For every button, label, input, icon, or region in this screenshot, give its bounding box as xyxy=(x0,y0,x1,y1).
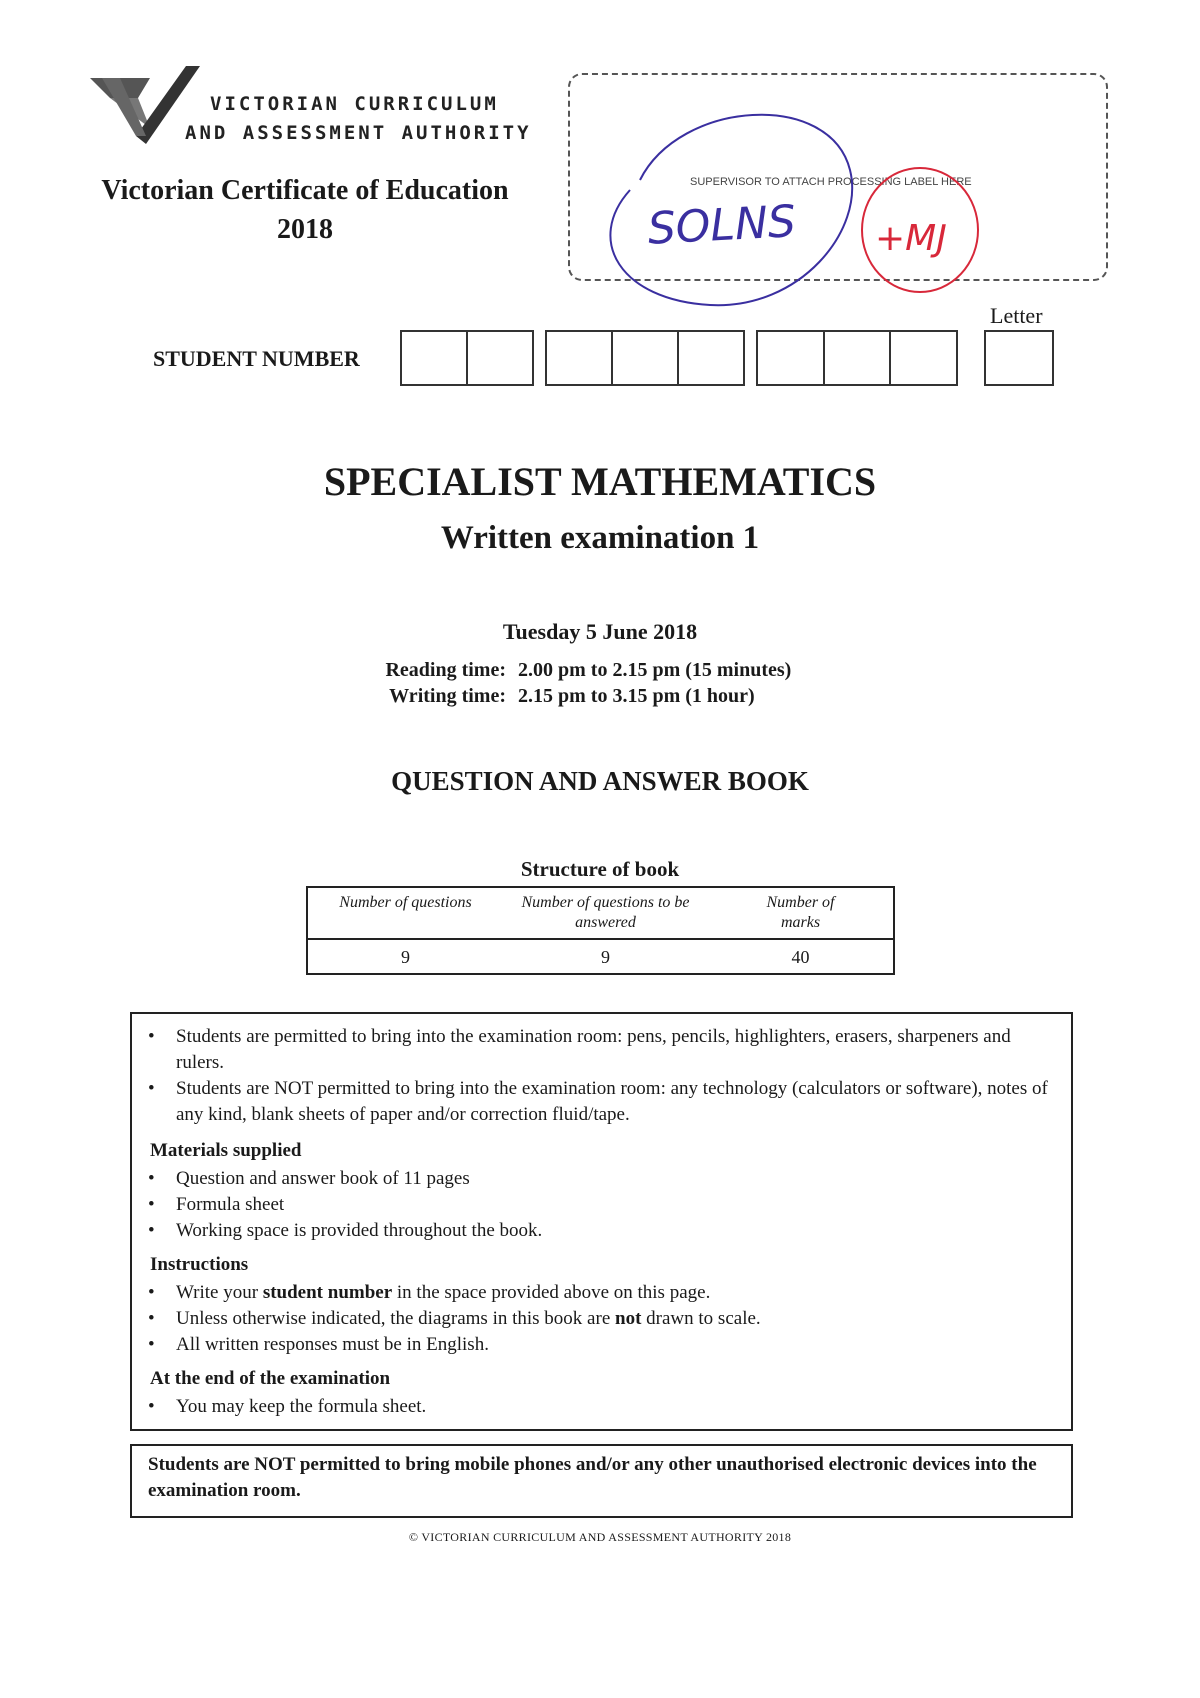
instruction-diagrams xyxy=(176,1306,1056,1332)
bullet: • xyxy=(148,1194,155,1215)
student-number-group-1 xyxy=(400,330,534,386)
reading-time-value: 2.00 pm to 2.15 pm (15 minutes) xyxy=(518,659,792,681)
header-number-of-questions: Number of questions xyxy=(339,894,472,911)
student-number-group-2 xyxy=(545,330,745,386)
header-questions-to-answer: Number of questions to be answered xyxy=(521,894,690,931)
student-number-label: STUDENT NUMBER xyxy=(153,346,360,371)
letter-label: Letter xyxy=(990,303,1043,328)
bullet: • xyxy=(148,1308,155,1329)
student-number-digit-box[interactable] xyxy=(679,332,743,384)
instruction-english: All written responses must be in English. xyxy=(176,1334,489,1355)
bullet: • xyxy=(148,1282,155,1303)
logo-text-line1: VICTORIAN CURRICULUM xyxy=(210,93,499,115)
instr-1-post: in the space provided above on this page. xyxy=(392,1282,711,1303)
bullet: • xyxy=(148,1026,155,1047)
not-permitted-items-text: Students are NOT permitted to bring into the examination room: any technology (calculators or software), notes of any kind, blank sheets of paper and/or correction fluid/tape. xyxy=(176,1078,1048,1125)
instr-2-pre: Unless otherwise indicated, the diagrams in this book are xyxy=(176,1308,616,1329)
student-number-group-3 xyxy=(756,330,958,386)
book-heading: QUESTION AND ANSWER BOOK xyxy=(391,766,809,796)
instr-2-post: drawn to scale. xyxy=(641,1308,761,1329)
handwritten-note-solns: SOLNS xyxy=(646,196,797,255)
exam-title: Written examination 1 xyxy=(440,520,760,556)
end-of-exam-heading: At the end of the examination xyxy=(150,1368,391,1389)
instructions-heading: Instructions xyxy=(150,1254,249,1275)
reading-time-label: Reading time: xyxy=(385,659,506,681)
instr-1-pre: Write your xyxy=(176,1282,263,1303)
student-number-digit-box[interactable] xyxy=(547,332,613,384)
bullet: • xyxy=(148,1220,155,1241)
bullet: • xyxy=(148,1334,155,1355)
subject-title: SPECIALIST MATHEMATICS xyxy=(323,459,877,504)
student-letter-cell[interactable] xyxy=(986,332,1052,384)
handwritten-annotations xyxy=(600,110,1010,330)
copyright-notice: © VICTORIAN CURRICULUM AND ASSESSMENT AUTHORITY 2018 xyxy=(408,1530,792,1544)
bullet: • xyxy=(148,1396,155,1417)
materials-heading: Materials supplied xyxy=(150,1140,302,1161)
exam-date: Tuesday 5 June 2018 xyxy=(502,619,698,644)
structure-table-row xyxy=(308,940,893,975)
materials-item: Question and answer book of 11 pages xyxy=(176,1168,470,1189)
student-letter-box xyxy=(984,330,1054,386)
certificate-title: Victorian Certificate of Education xyxy=(101,175,509,206)
certificate-year: 2018 xyxy=(277,214,333,245)
processing-label-instruction: SUPERVISOR TO ATTACH PROCESSING LABEL HERE xyxy=(690,176,972,188)
handwritten-note-initials: +MJ xyxy=(875,218,947,259)
student-number-digit-box[interactable] xyxy=(891,332,956,384)
instruction-student-number xyxy=(176,1280,1056,1306)
bullet: • xyxy=(148,1078,155,1099)
student-number-digit-box[interactable] xyxy=(468,332,532,384)
value-number-of-marks: 40 xyxy=(791,947,810,967)
permitted-items-text: Students are permitted to bring into the examination room: pens, pencils, highlighters, erasers, sharpeners and rulers. xyxy=(176,1026,1011,1073)
warning-text: Students are NOT permitted to bring mobile phones and/or any other unauthorised electronic devices into the examination room. xyxy=(148,1454,1037,1501)
materials-item: Working space is provided throughout the book. xyxy=(176,1220,543,1241)
instr-1-bold: student number xyxy=(262,1282,393,1303)
student-number-digit-box[interactable] xyxy=(402,332,468,384)
writing-time-value: 2.15 pm to 3.15 pm (1 hour) xyxy=(518,685,755,707)
instr-2-bold: not xyxy=(615,1308,642,1329)
value-number-of-questions: 9 xyxy=(401,947,410,967)
end-of-exam-item: You may keep the formula sheet. xyxy=(176,1396,427,1417)
student-number-digit-box[interactable] xyxy=(825,332,892,384)
materials-item: Formula sheet xyxy=(176,1194,285,1215)
structure-table xyxy=(306,886,895,975)
logo-text-line2: AND ASSESSMENT AUTHORITY xyxy=(185,122,532,144)
header-number-of-marks: Number of marks xyxy=(766,894,835,931)
writing-time-label: Writing time: xyxy=(389,685,506,707)
structure-caption: Structure of book xyxy=(520,857,680,881)
student-number-digit-box[interactable] xyxy=(613,332,679,384)
structure-table-header xyxy=(308,888,893,940)
value-questions-to-answer: 9 xyxy=(601,947,610,967)
bullet: • xyxy=(148,1168,155,1189)
student-number-digit-box[interactable] xyxy=(758,332,825,384)
